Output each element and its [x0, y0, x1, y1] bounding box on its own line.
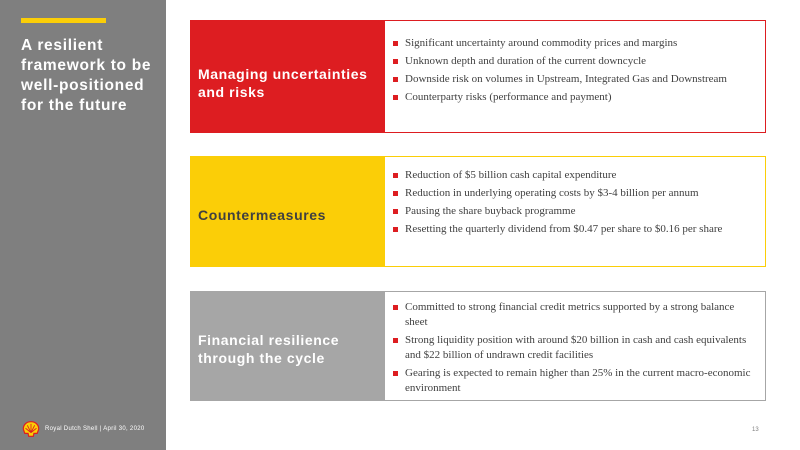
financial-resilience-list — [385, 300, 765, 400]
list-item — [405, 168, 757, 183]
square-bullet-icon — [393, 191, 398, 196]
bullet-text: Strong liquidity position with around $20 billion in cash and cash equivalents and $22 billion of undrawn credit facilities — [405, 334, 747, 361]
bullet-text: Gearing is expected to remain higher than 25% in the current macro-economic environment — [405, 367, 751, 394]
bullet-text: Counterparty risks (performance and payment) — [405, 91, 612, 103]
bullet-text: Committed to strong financial credit metrics supported by a strong balance sheet — [405, 301, 735, 328]
panel-risks — [190, 20, 766, 133]
square-bullet-icon — [393, 338, 398, 343]
square-bullet-icon — [393, 59, 398, 64]
list-item — [405, 333, 757, 363]
bullet-text: Unknown depth and duration of the current downcycle — [405, 55, 647, 67]
list-item — [405, 36, 757, 51]
list-item — [405, 186, 757, 201]
list-item — [405, 90, 757, 105]
square-bullet-icon — [393, 41, 398, 46]
list-item — [405, 72, 757, 87]
panel-countermeasures — [190, 156, 766, 267]
footer-text: Royal Dutch Shell | April 30, 2020 — [45, 426, 145, 432]
list-item — [405, 300, 757, 330]
square-bullet-icon — [393, 371, 398, 376]
accent-bar — [21, 18, 106, 23]
bullet-text: Reduction of $5 billion cash capital expenditure — [405, 169, 617, 181]
bullet-text: Downside risk on volumes in Upstream, Integrated Gas and Downstream — [405, 73, 727, 85]
list-item — [405, 54, 757, 69]
square-bullet-icon — [393, 95, 398, 100]
square-bullet-icon — [393, 227, 398, 232]
list-item — [405, 222, 757, 237]
bullet-text: Reduction in underlying operating costs by $3-4 billion per annum — [405, 187, 699, 199]
panel-label-risks: Managing uncertainties and risks — [190, 20, 385, 133]
shell-logo-icon — [22, 421, 40, 437]
list-item — [405, 204, 757, 219]
bullet-text: Significant uncertainty around commodity prices and margins — [405, 37, 678, 49]
countermeasures-list — [385, 168, 765, 266]
page-number: 13 — [752, 427, 759, 433]
slide-title: A resilient framework to be well-positioned for the future — [21, 37, 152, 114]
square-bullet-icon — [393, 305, 398, 310]
bullet-text: Resetting the quarterly dividend from $0.47 per share to $0.16 per share — [405, 223, 723, 235]
square-bullet-icon — [393, 173, 398, 178]
square-bullet-icon — [393, 77, 398, 82]
list-item — [405, 366, 757, 396]
panel-financial-resilience — [190, 291, 766, 401]
panel-label-financial-resilience: Financial resilience through the cycle — [190, 291, 385, 401]
sidebar — [0, 0, 166, 450]
square-bullet-icon — [393, 209, 398, 214]
bullet-text: Pausing the share buyback programme — [405, 205, 576, 217]
footer — [22, 421, 144, 437]
risks-list — [385, 36, 765, 132]
panel-label-countermeasures: Countermeasures — [190, 156, 385, 267]
